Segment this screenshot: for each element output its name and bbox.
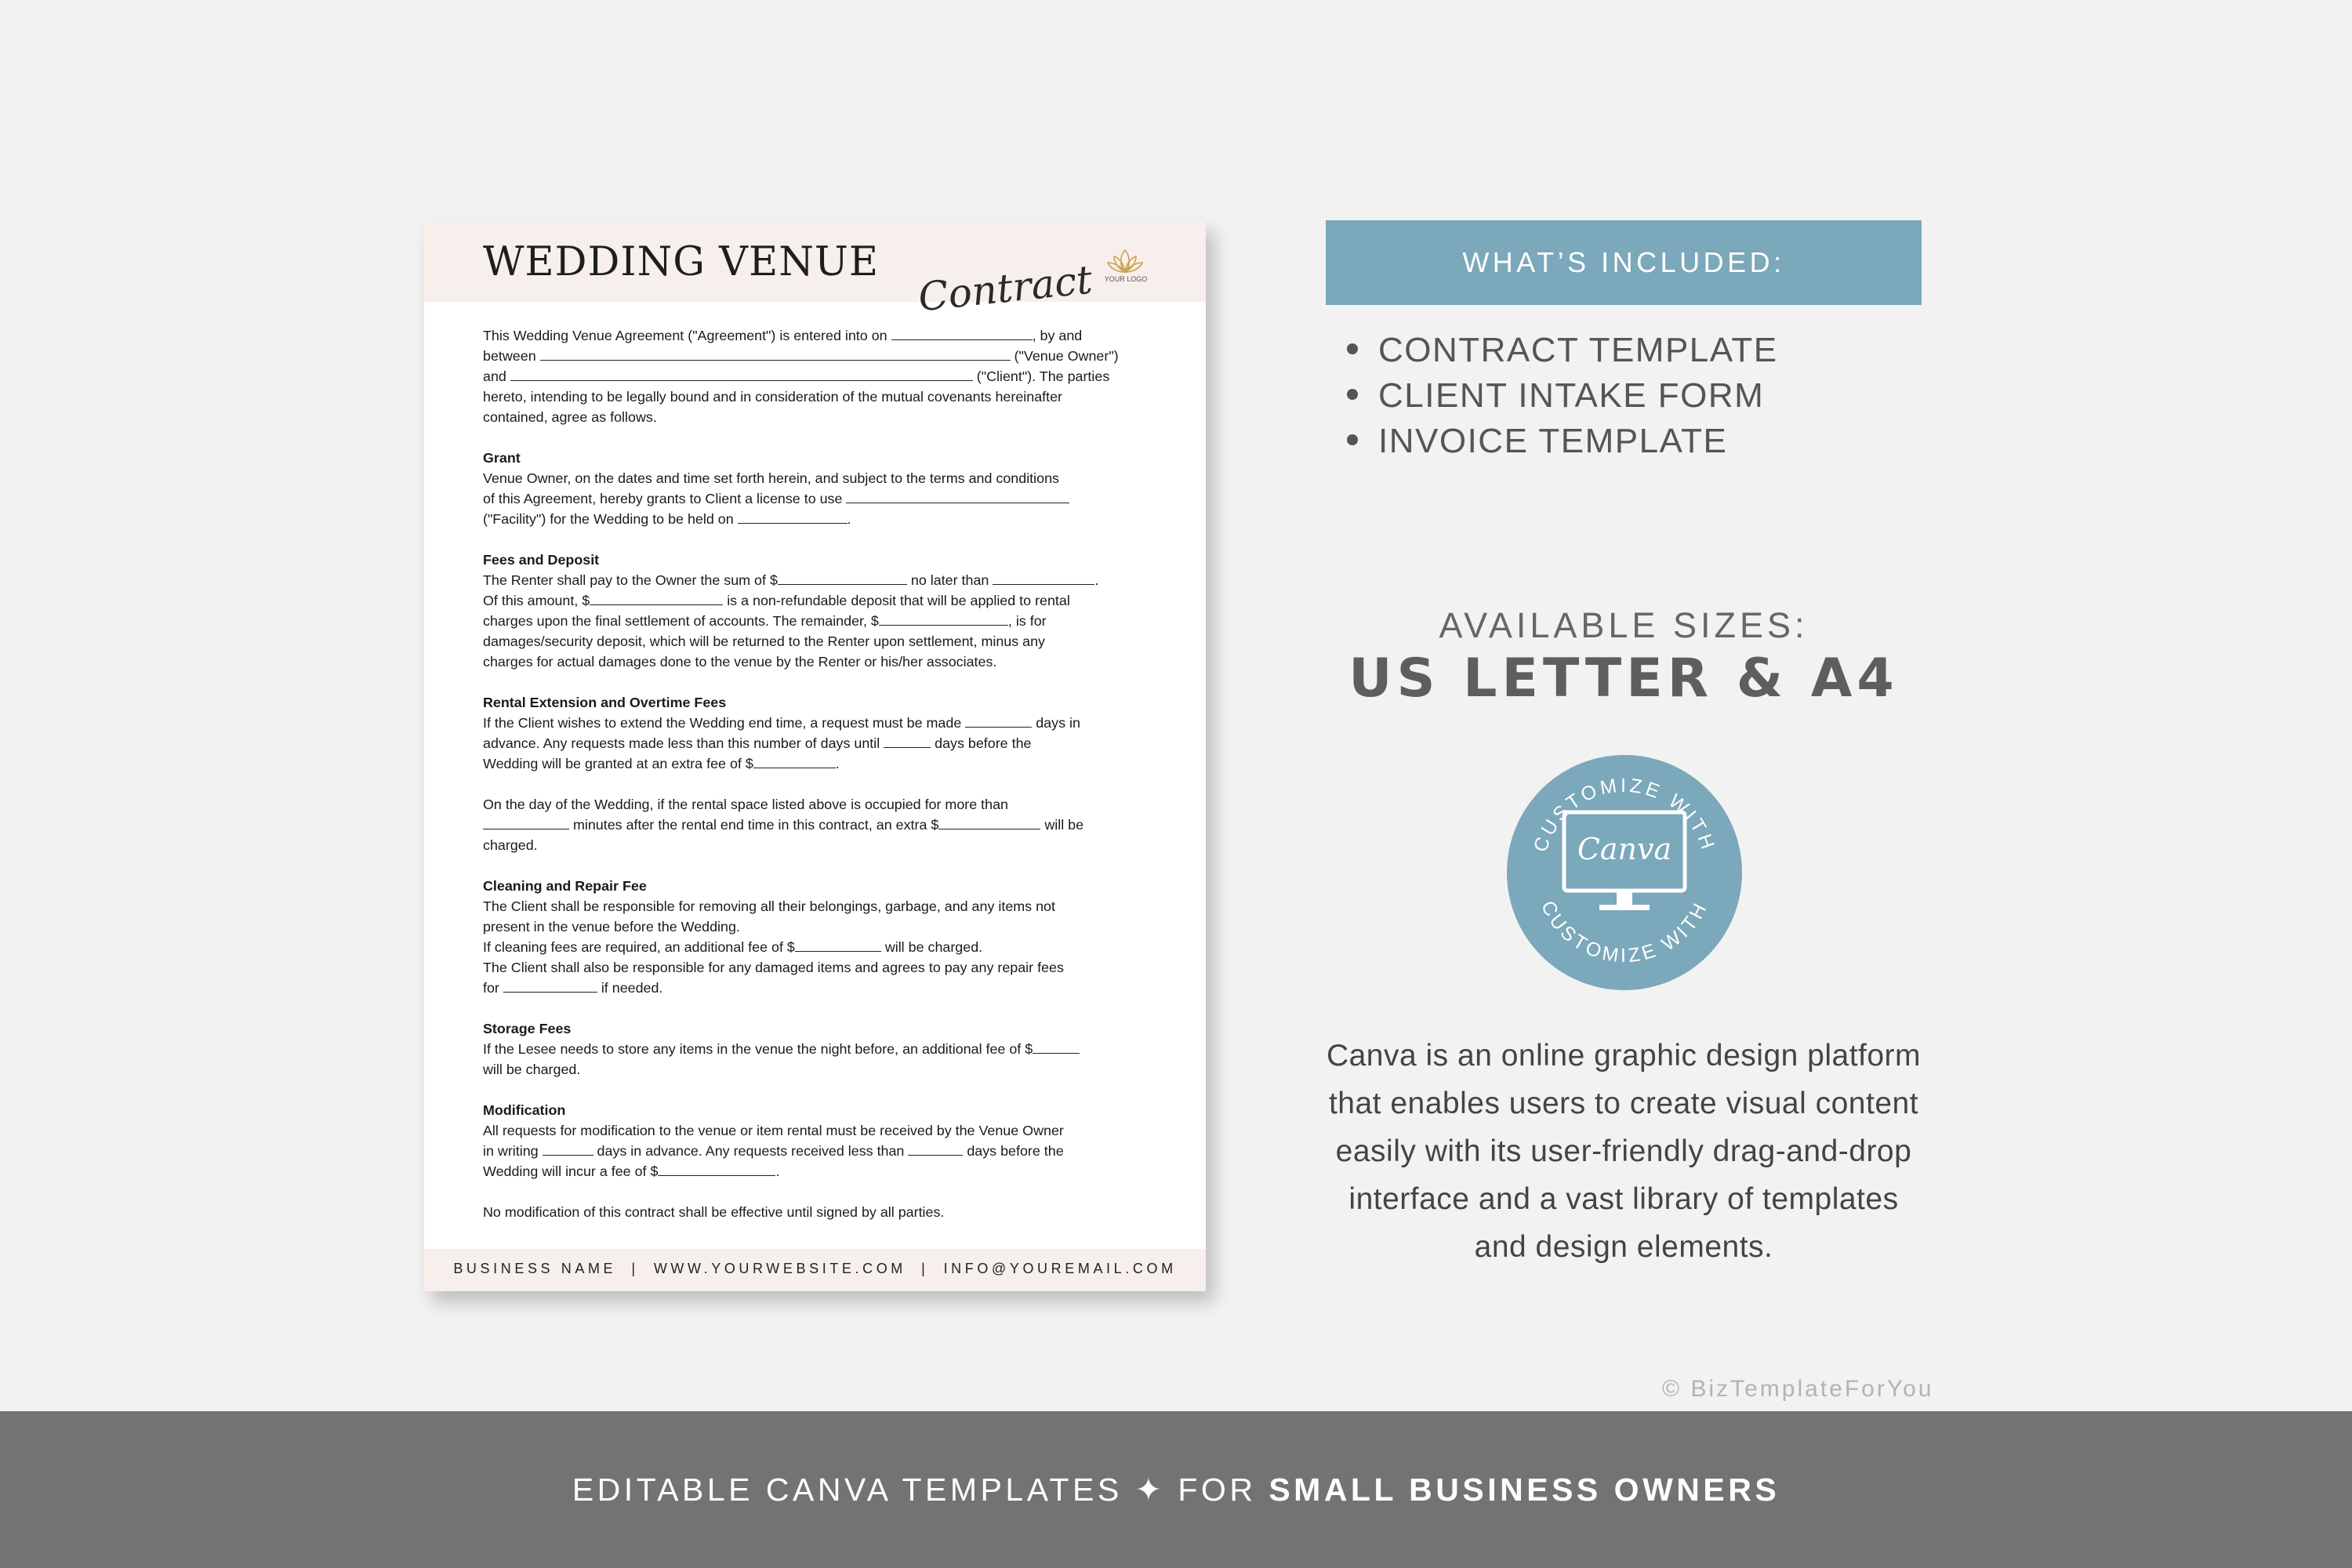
bullet-icon (1347, 343, 1358, 354)
document-title: WEDDING VENUE (483, 239, 880, 285)
grant-heading: Grant (483, 450, 521, 466)
intro-paragraph: This Wedding Venue Agreement ("Agreement") is entered into on , by and between ("Venue Owner") and ("Client"). The parties hereto, intending to be legally bound and in consideration of the mutual covenants hereinafter contained, agree as follows. (483, 328, 1119, 425)
document-header (424, 220, 1206, 321)
list-item: INVOICE TEMPLATE (1347, 419, 1778, 464)
document-body (483, 325, 1145, 1243)
badge-ring-text-bottom: CUSTOMIZE WITH (1536, 897, 1713, 967)
canva-brand-text: Canva (1577, 832, 1672, 866)
available-sizes-label: AVAILABLE SIZES: (1439, 605, 1809, 645)
storage-section: Storage Fees If the Lesee needs to store any items in the venue the night before, an additional fee of $ will be charged. (483, 1018, 1145, 1080)
bottom-banner-text (572, 1471, 1780, 1508)
bottom-banner (0, 1411, 2352, 1568)
document-script-subtitle: Contract (916, 256, 1094, 321)
modification-heading: Modification (483, 1102, 566, 1118)
logo-placeholder-text: YOUR LOGO (1104, 275, 1148, 283)
cleaning-section: Cleaning and Repair Fee The Client shall be responsible for removing all their belongings, garbage, and any items not present in the venue before the Wedding. If cleaning fees are required, an additional fee of $ will be charged. The Client shall also be responsible for any damaged items and agrees to pay any repair fees for if needed. (483, 876, 1145, 998)
canva-description: Canva is an online graphic design platform that enables users to create visual content easily with its user-friendly drag-and-drop interface and a vast library of templates and design elements. (1326, 1039, 1922, 1264)
closing-paragraph: No modification of this contract shall be effective until signed by all parties. (483, 1204, 945, 1220)
contract-document-preview (424, 220, 1206, 1291)
extension-heading: Rental Extension and Overtime Fees (483, 695, 727, 710)
bullet-icon (1347, 434, 1358, 445)
fees-heading: Fees and Deposit (483, 552, 600, 568)
whats-included-banner (1326, 220, 1922, 305)
list-item: CLIENT INTAKE FORM (1347, 373, 1778, 419)
storage-heading: Storage Fees (483, 1021, 572, 1036)
document-footer-text: BUSINESS NAME | WWW.YOURWEBSITE.COM | INFO@YOUREMAIL.COM (453, 1261, 1177, 1276)
grant-section: Grant Venue Owner, on the dates and time set forth herein, and subject to the terms and conditions of this Agreement, hereby grants to Client a license to use ("Facility") for the Wedding to be held on . (483, 448, 1145, 529)
modification-section: Modification All requests for modification to the venue or item rental must be received by the Venue Owner in writing days in advance. Any requests received less than days before the Wedding will incur a fee of $ . (483, 1100, 1145, 1181)
copyright-text: © BizTemplateForYou (1662, 1376, 1934, 1402)
document-footer (424, 1249, 1206, 1291)
badge-ring-text-top: CUSTOMIZE WITH (1529, 774, 1720, 855)
bottom-banner-regular: EDITABLE CANVA TEMPLATES ✦ FOR (572, 1472, 1269, 1508)
fees-section: Fees and Deposit The Renter shall pay to the Owner the sum of $ no later than . Of this amount, $ is a non-refundable deposit that will be applied to rental charges upon the final settlement of accounts. The remainder, $ , is for damages/security deposit, which will be returned to the Renter upon settlement, minus any charges for actual damages done to the venue by the Renter or his/her associates. (483, 550, 1145, 672)
available-sizes-value: US LETTER & A4 (1348, 648, 1899, 710)
bottom-banner-bold: SMALL BUSINESS OWNERS (1269, 1472, 1780, 1508)
extension-section: Rental Extension and Overtime Fees If the Client wishes to extend the Wedding end time, a request must be made days in advance. Any requests made less than this number of days until days before the Wedding will be granted at an extra fee of $ . (483, 692, 1145, 774)
bullet-icon (1347, 389, 1358, 400)
whats-included-heading: WHAT’S INCLUDED: (1462, 246, 1785, 278)
cleaning-heading: Cleaning and Repair Fee (483, 878, 647, 894)
list-item: CONTRACT TEMPLATE (1347, 328, 1778, 373)
overtime-paragraph: On the day of the Wedding, if the rental space listed above is occupied for more than minutes after the rental end time in this contract, an extra $ will be charged. (483, 797, 1084, 853)
customize-with-canva-badge (1507, 755, 1742, 990)
included-list (1347, 328, 1778, 464)
